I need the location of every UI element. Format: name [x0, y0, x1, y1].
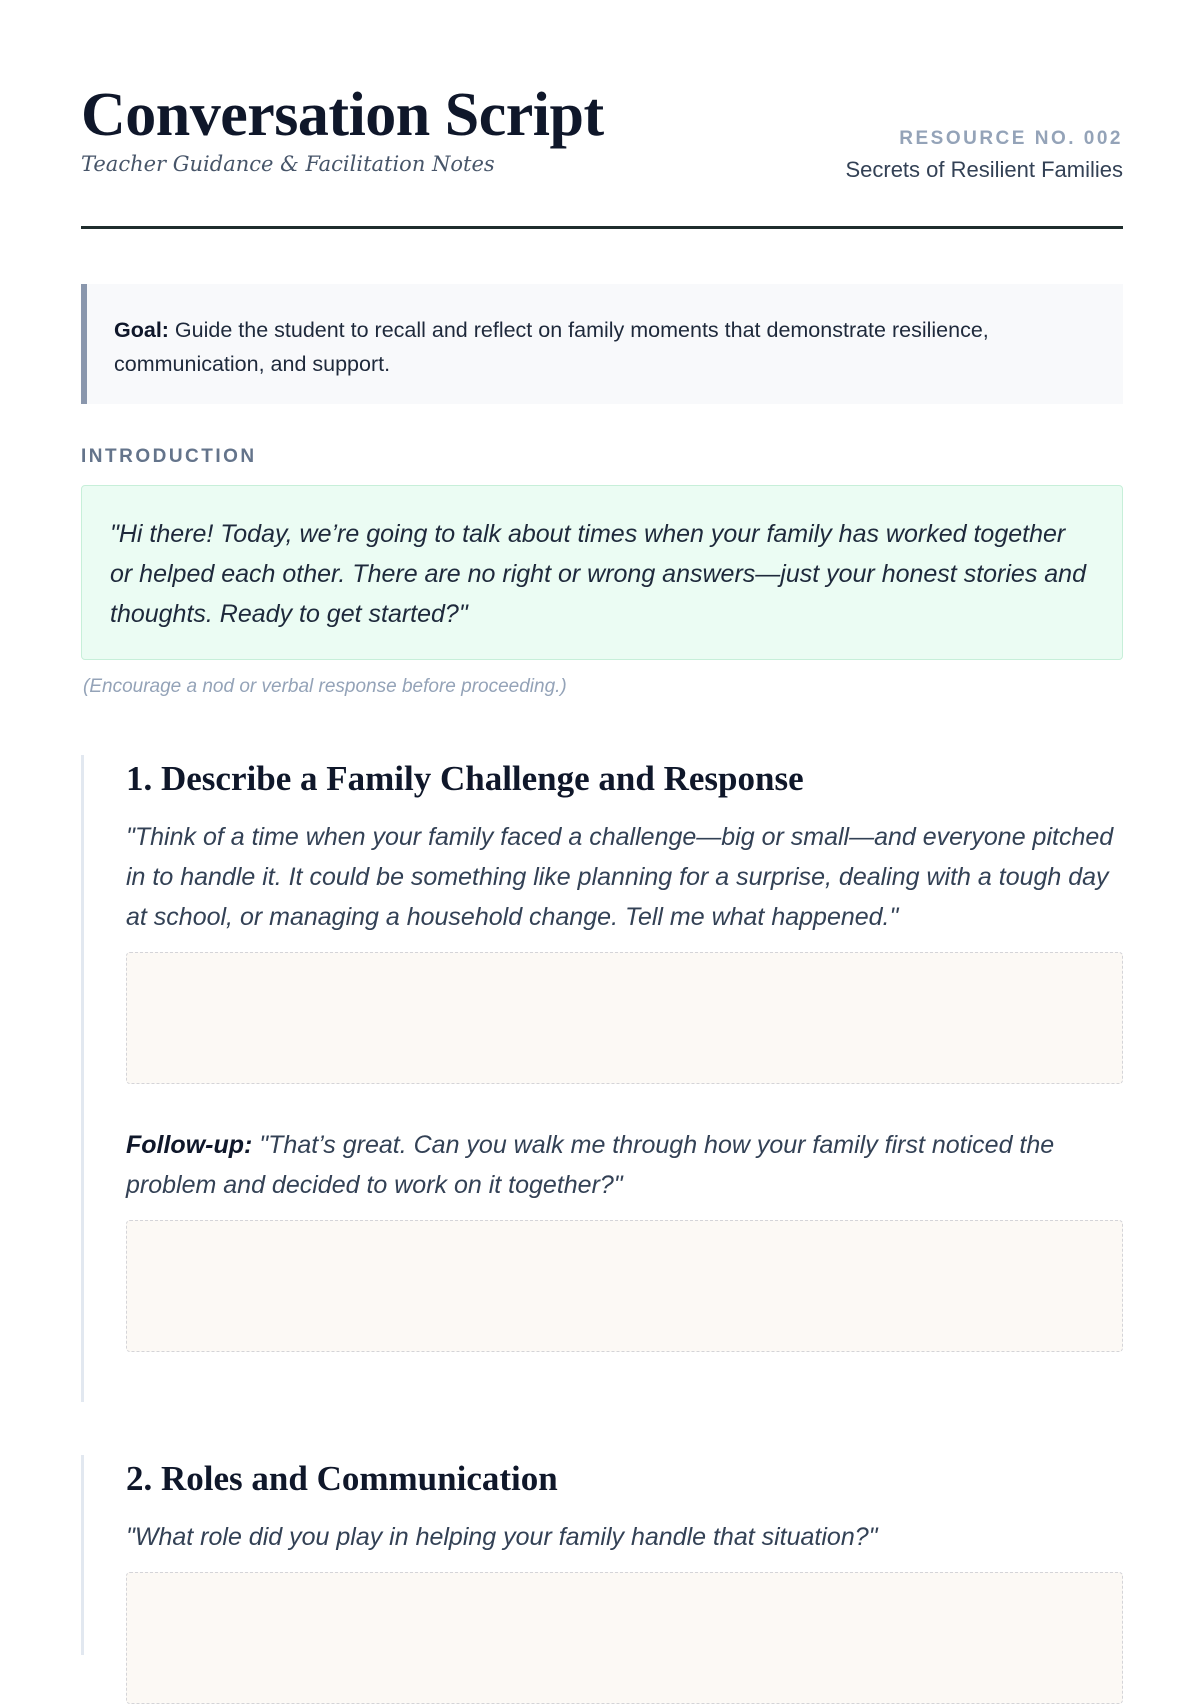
page-subtitle: Teacher Guidance & Facilitation Notes [81, 152, 495, 176]
page-title: Conversation Script [81, 81, 604, 149]
goal-box [81, 284, 1123, 404]
introduction-label: INTRODUCTION [81, 446, 257, 467]
section-question: "What role did you play in helping your family handle that situation?" [126, 1523, 878, 1551]
introduction-script: "Hi there! Today, we’re going to talk about times when your family has worked together or helped each other. There are no right or wrong answers—just your honest stories and thoughts. Ready to get started?" [81, 485, 1123, 660]
introduction-note: (Encourage a nod or verbal response before proceeding.) [83, 676, 567, 697]
answer-box[interactable] [126, 952, 1123, 1084]
section-heading: 2. Roles and Communication [126, 1459, 558, 1498]
section-heading: 1. Describe a Family Challenge and Response [126, 759, 804, 798]
goal-label: Goal: [114, 318, 169, 342]
follow-up-question [126, 1125, 1123, 1205]
question-section-1 [81, 755, 1123, 1402]
resource-name: Secrets of Resilient Families [845, 157, 1123, 182]
question-section-2 [81, 1455, 1123, 1655]
follow-up-answer-box[interactable] [126, 1220, 1123, 1352]
header-divider [81, 226, 1123, 229]
answer-box[interactable] [126, 1572, 1123, 1704]
section-question: "Think of a time when your family faced a challenge—big or small—and everyone pitched in to handle it. It could be something like planning for a surprise, dealing with a tough day at school, or managing a household change. Tell me what happened." [126, 823, 1114, 931]
goal-text: Guide the student to recall and reflect on family moments that demonstrate resilience, communication, and support. [114, 318, 989, 376]
resource-number: RESOURCE NO. 002 [899, 128, 1123, 149]
follow-up-text: "That’s great. Can you walk me through how your family first noticed the problem and decided to work on it together?" [126, 1131, 1055, 1199]
follow-up-label: Follow-up: [126, 1131, 253, 1159]
